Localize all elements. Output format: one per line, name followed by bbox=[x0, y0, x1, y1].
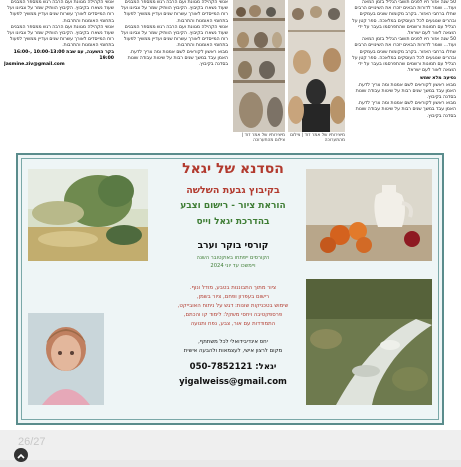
ad-contact-note-1: יחס אינדיבידואלי לכל משתתף, bbox=[198, 339, 268, 345]
sculpture-photo-graphic bbox=[288, 0, 345, 132]
article-text: מבוא ראשון לקוראים לשם אמנות ומה צריך לדעת. האמן עבד במשך שנים רבות על שיטות עבודה שונות בסדנה בקיבוץ. bbox=[355, 82, 456, 101]
stream-painting bbox=[306, 279, 432, 405]
article-column-right bbox=[350, 0, 456, 144]
still-life-painting bbox=[306, 169, 432, 261]
ad-description-5: התמודדות עם אור, צבע, נפח ותנועה bbox=[190, 321, 276, 327]
ad-course-note-2: ויימשכו עד יוני 2024 bbox=[210, 263, 256, 269]
ad-description-4: פרספקטיבה ויחסי משקל: לימוד קו והכתם, bbox=[183, 312, 283, 318]
ad-contact-note-2: מקום לרצון אישי, לעצמאות ולהבעה אישית bbox=[183, 348, 283, 354]
ad-title: הסדנא של יגאל bbox=[182, 161, 284, 177]
ad-course-heading: קורסי בוקר וערב bbox=[197, 241, 269, 251]
page-indicator: 26/27 bbox=[18, 436, 46, 448]
ad-description-1: ציור מתוך התבוננות בטבע, מודל ונוף. bbox=[189, 285, 277, 291]
ad-instructor-line: בהדרכת יגאל וייס bbox=[196, 217, 270, 227]
article-email: Jasmine.ziv@gmail.com bbox=[4, 62, 65, 68]
article-text: אנשי הקהילה מגוונת ועם הרבה רגש ממספר המבנים שעוד נשארו בקיבוץ. הקיבוץ הוותיק שמר על צביונו ועל רוח המייסדים לאורך עשרות שנים ועדיין ממשיך לפעול בתחומי האומנות והתרבות. bbox=[121, 0, 228, 24]
pottery-photo-graphic bbox=[233, 0, 285, 132]
article-text: מבוא ראשון לקוראים לשם אמנות ומה צריך לדעת. האמן עבד במשך שנים רבות על שיטות עבודה שונות בסדנה בקיבוץ. bbox=[355, 101, 456, 119]
workshop-advertisement bbox=[16, 153, 444, 425]
ad-course-note-1: הקורסים ייפתחו באוקטובר השנה bbox=[196, 255, 270, 261]
article-hours: בקר הושענה, עם שבת 10:00-13:00 ,16:00-19:00 bbox=[13, 49, 114, 61]
article-text: אנשי הקהילה מגוונת ועם הרבה רגש ממספר המבנים שעוד נשארו בקיבוץ. הקיבוץ הוותיק שמר על צביונו ועל רוח המייסדים לאורך עשרות שנים ועדיין ממשיך לפעול בתחומי האומנות והתרבות. bbox=[121, 24, 228, 49]
portrait-painting bbox=[28, 313, 104, 405]
landscape-painting bbox=[28, 169, 148, 261]
article-column-left bbox=[4, 0, 114, 144]
sculpture-photo bbox=[288, 0, 345, 132]
article-text: אנשי הקהילה מגוונת ועם הרבה רגש ממספר המבנים שעוד נשארו בקיבוץ. הקיבוץ הוותיק שמר על צביונו ועל רוח המייסדים לאורך עשרות שנים ועדיין ממשיך לפעול בתחומי האומנות והתרבות. bbox=[7, 0, 114, 24]
article-subheading: נסיעה מלא שמש bbox=[420, 76, 456, 82]
article-text: 50 שנה אזור חיו לפנים תושבי הגליל בזמן המאה ועוד... שומר לדורות הבאים יזכרו את השינויים הרבים שחלו ברחבי האזור. בקרב מקומות שונים בעמקים ובהרים שנוגעים לכל העוסקים במלאכה. ספר קטן על הגליל עם תמונות ורשמים שהתפרסמו בעבר על ידי הוצאה לאור לעם ישראל. bbox=[352, 0, 456, 37]
article-text: מבוא ראשון לקוראים לשם אמנות ומה צריך לדעת. האמן עבד במשך שנים רבות על שיטות עבודה שונות בסדנה בקיבוץ. bbox=[127, 49, 228, 68]
article-column-second bbox=[118, 0, 228, 144]
ad-description-3: שימוש בטכניקות שונות: דגש על ניתוח האובייקט, bbox=[177, 303, 289, 309]
viewer-footer bbox=[0, 430, 461, 460]
ad-teaching-line: הוראת ציור - רישום וצבע bbox=[180, 201, 286, 211]
ad-phone: יגאל: 050-7852121 bbox=[189, 362, 277, 372]
article-text: אנשי הקהילה מגוונת ועם הרבה רגש ממספר המבנים שעוד נשארו בקיבוץ. הקיבוץ הוותיק שמר על צביונו ועל רוח המייסדים לאורך עשרות שנים ועדיין ממשיך לפעול בתחומי האומנות והתרבות. bbox=[7, 24, 114, 49]
photo-caption-left: מיצירותיו של אמר דוד | צילום מהתערוכה bbox=[241, 133, 285, 144]
pottery-shop-photo bbox=[233, 0, 285, 132]
ad-subtitle: בקיבוץ גבעת השלשה bbox=[186, 185, 280, 196]
article-text: 50 שנה אזור חיו לפנים תושבי הגליל בזמן המאה ועוד... שומר לדורות הבאים יזכרו את השינויים הרבים שחלו ברחבי האזור. בקרב מקומות שונים בעמקים ובהרים שנוגעים לכל העוסקים במלאכה. ספר קטן על הגליל עם תמונות ורשמים שהתפרסמו בעבר על ידי הוצאה לאור לעם ישראל. bbox=[352, 37, 456, 74]
photo-caption-right: מיצירותיו של אמר דוד | צילום מהתערוכה bbox=[290, 133, 345, 144]
ad-email: yigalweiss@gmail.com bbox=[179, 377, 287, 387]
chevron-up-icon bbox=[14, 449, 28, 463]
article-area bbox=[0, 0, 461, 144]
ad-description-2: רישום בעפרון ופחם, ציור בשמן, bbox=[196, 294, 270, 300]
